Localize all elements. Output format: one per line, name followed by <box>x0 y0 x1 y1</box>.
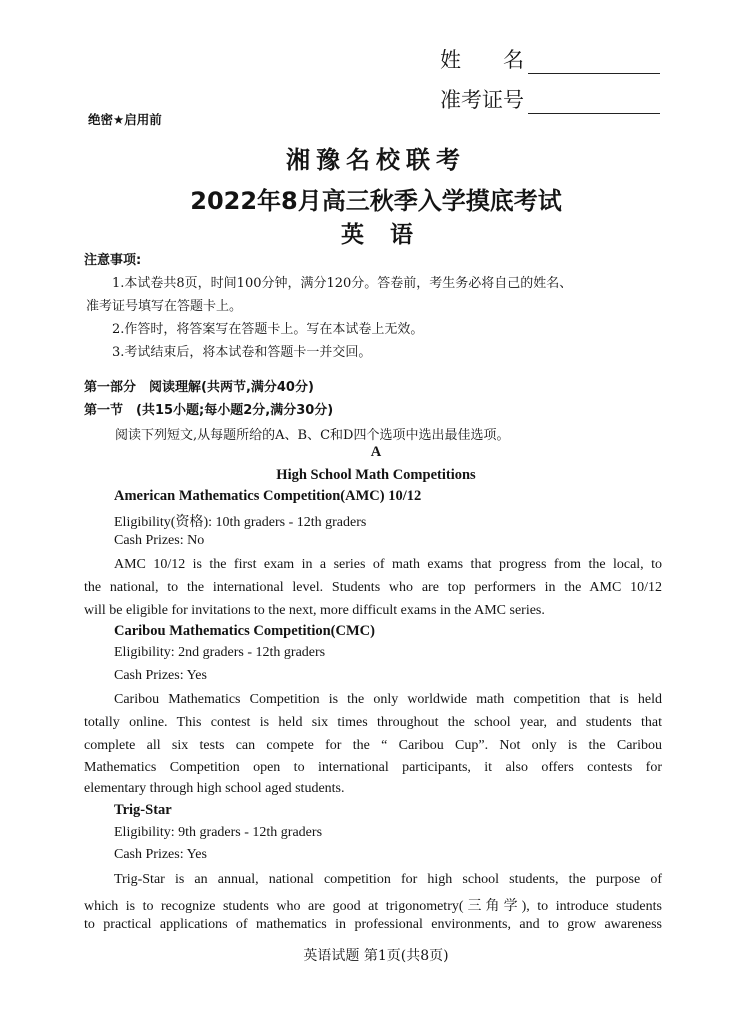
trig-cash: Cash Prizes: Yes <box>114 847 207 862</box>
name-label: 姓 名 <box>440 48 524 72</box>
passage-title: High School Math Competitions <box>276 467 476 483</box>
notes-heading: 注意事项: <box>84 253 142 268</box>
cmc-paragraph-line: complete all six tests can compete for the “ Caribou Cup”. Not only is the Caribou <box>84 738 662 753</box>
subject-title: 英语 <box>341 222 439 248</box>
exam-union-title: 湘豫名校联考 <box>286 146 466 174</box>
trig-paragraph-line: which is to recognize students who are good at trigonometry(三角学), to introduce students <box>84 899 662 914</box>
id-label: 准考证号 <box>440 88 524 112</box>
page-footer: 英语试题 第1页(共8页) <box>303 948 449 964</box>
exam-title: 2022年8月高三秋季入学摸底考试 <box>190 187 562 215</box>
amc-paragraph-line: will be eligible for invitations to the next, more difficult exams in the AMC series. <box>84 603 545 618</box>
amc-paragraph-line: the national, to the international level. Students who are top performers in the AMC 10/12 <box>84 580 662 595</box>
subsection-heading: 第一节 (共15小题;每小题2分,满分30分) <box>84 403 334 418</box>
trig-paragraph-line: to practical applications of mathematics in professional environments, and to grow awareness <box>84 917 662 932</box>
secret-mark: 绝密★启用前 <box>88 112 162 127</box>
id-field <box>440 84 660 114</box>
cmc-paragraph-line: Mathematics Competition open to international participants, it also offers contests for <box>84 760 662 775</box>
note-item: 1.本试卷共8页，时间100分钟，满分120分。答卷前，考生务必将自己的姓名、 <box>112 276 573 291</box>
cmc-paragraph-line: elementary through high school aged students. <box>84 781 345 796</box>
cmc-cash: Cash Prizes: Yes <box>114 668 207 683</box>
amc-title: American Mathematics Competition(AMC) 10/12 <box>114 488 422 504</box>
cmc-title: Caribou Mathematics Competition(CMC) <box>114 623 375 639</box>
part-heading: 第一部分 阅读理解(共两节,满分40分) <box>84 380 314 395</box>
note-item: 准考证号填写在答题卡上。 <box>86 299 243 314</box>
amc-paragraph-line: AMC 10/12 is the first exam in a series of math exams that progress from the local, to <box>114 557 662 572</box>
note-item: 2.作答时，将答案写在答题卡上。写在本试卷上无效。 <box>112 322 424 337</box>
cmc-eligibility: Eligibility: 2nd graders - 12th graders <box>114 645 326 660</box>
cmc-paragraph-line: totally online. This contest is held six times throughout the school year, and students that <box>84 715 662 730</box>
passage-letter: A <box>370 444 382 460</box>
trig-paragraph-line: Trig-Star is an annual, national competition for high school students, the purpose of <box>114 872 662 887</box>
instruction: 阅读下列短文,从每题所给的A、B、C和D四个选项中选出最佳选项。 <box>115 428 510 443</box>
cmc-paragraph-line: Caribou Mathematics Competition is the only worldwide math competition that is held <box>114 692 662 707</box>
amc-eligibility: Eligibility(资格): 10th graders - 12th graders <box>114 515 367 530</box>
note-item: 3.考试结束后，将本试卷和答题卡一并交回。 <box>112 345 372 360</box>
id-blank[interactable] <box>528 91 660 114</box>
name-field <box>440 44 660 74</box>
amc-cash: Cash Prizes: No <box>114 533 205 548</box>
trig-eligibility: Eligibility: 9th graders - 12th graders <box>114 825 323 840</box>
trig-title: Trig-Star <box>114 802 172 818</box>
name-blank[interactable] <box>528 51 660 74</box>
